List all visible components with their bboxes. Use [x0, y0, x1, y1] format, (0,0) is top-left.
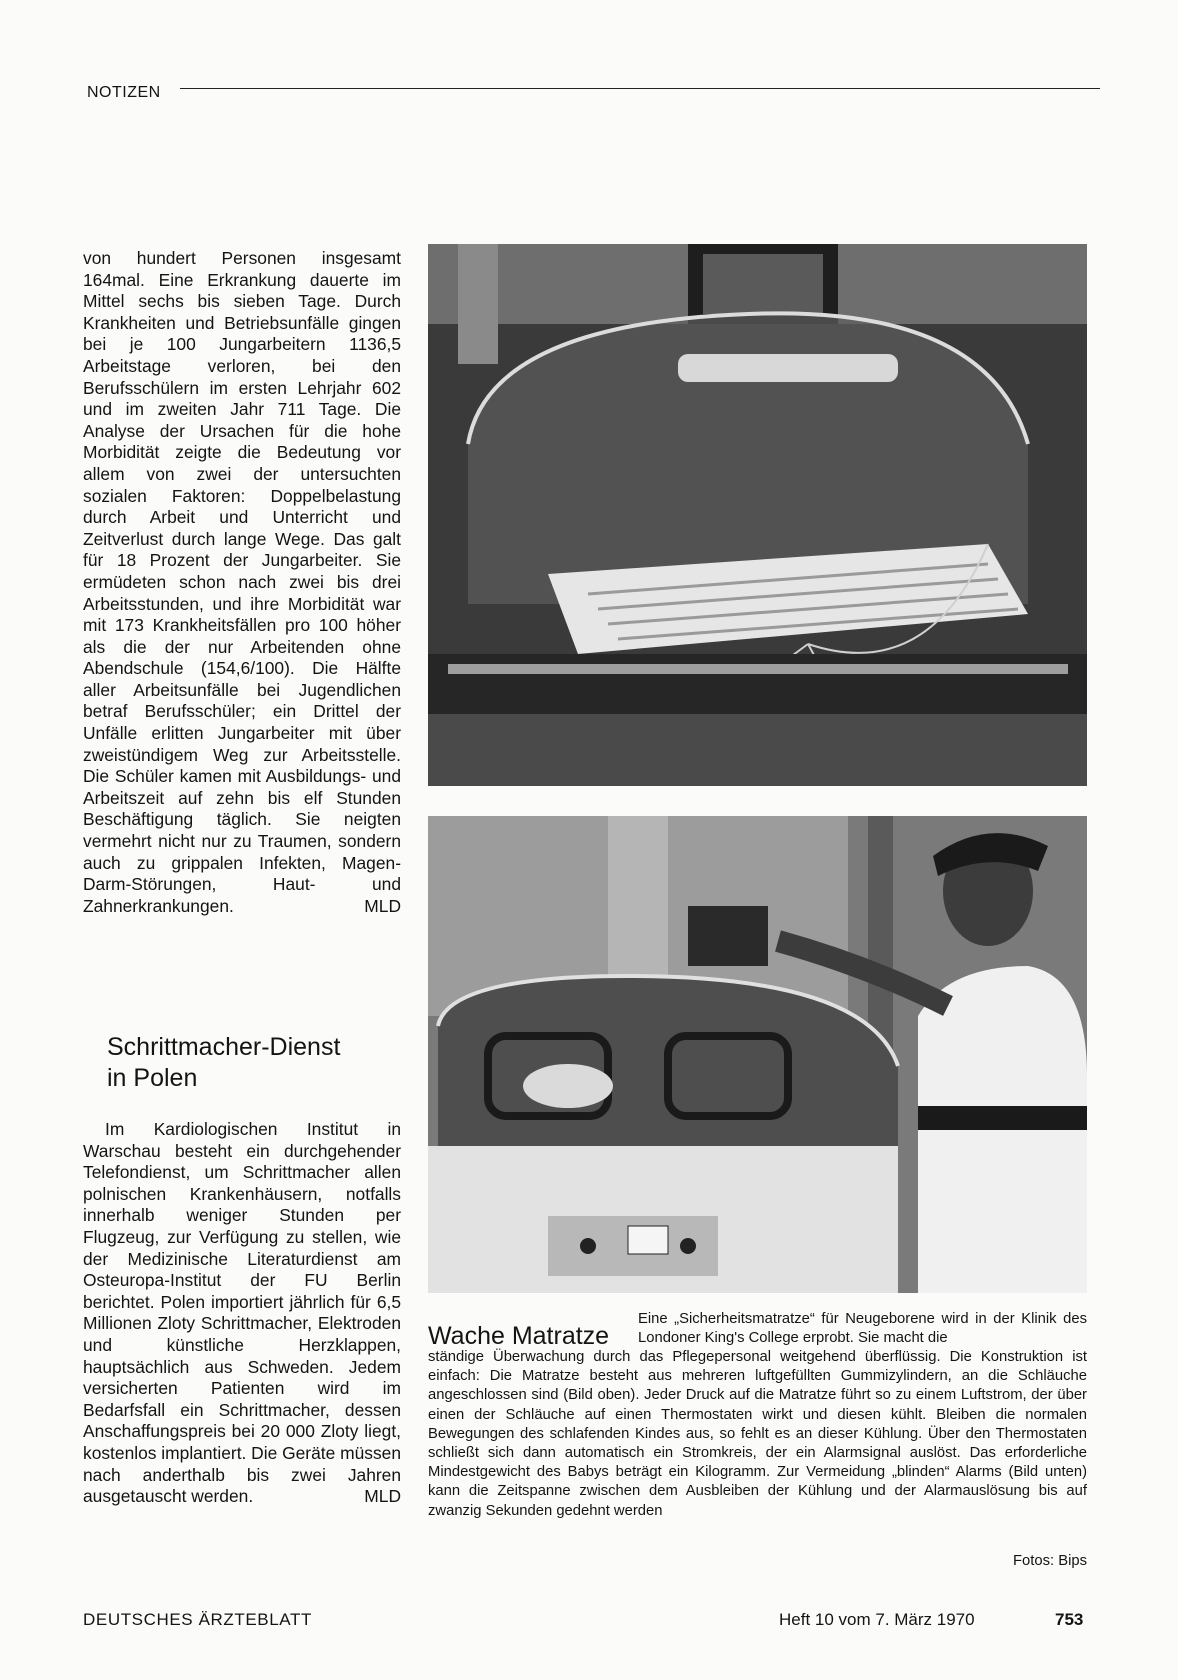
- journal-name: DEUTSCHES ÄRZTEBLATT: [83, 1610, 312, 1629]
- incubator-mattress-photo: [428, 244, 1087, 786]
- author-signoff: MLD: [364, 895, 401, 916]
- author-signoff: MLD: [364, 1486, 401, 1507]
- article-title-line: Schrittmacher-Dienst: [107, 1033, 341, 1061]
- article-pacemaker: [83, 1119, 401, 1508]
- header-rule: [180, 88, 1100, 89]
- article-title-line: in Polen: [107, 1064, 198, 1092]
- caption-heading: Wache Matratze: [428, 1322, 610, 1350]
- article-continuation: [83, 248, 401, 917]
- article-body: [83, 248, 401, 917]
- article-body: [83, 1119, 401, 1508]
- page-number: 753: [1055, 1610, 1084, 1629]
- nurse-incubator-photo: [428, 816, 1087, 1293]
- article-title: [107, 1032, 407, 1094]
- article-text: Im Kardiologischen Institut in Warschau besteht ein durchgehender Telefondienst, um Schrittmacher allen polnischen Krankenhäusern, notfalls innerhalb weniger Stunden per Flugzeug, zur Verfügung zu stellen, wie der Medizinische Literaturdienst am Osteuropa-Institut der FU Berlin berichtet. Polen importiert jährlich für 6,5 Millionen Zloty Schrittmacher, Elektroden und künstliche Herzklappen, hauptsächlich aus Schweden. Jedem versicherten Patienten wird im Bedarfsfall ein Schrittmacher, dessen Anschaffungspreis bei 20 000 Zloty liegt, kostenlos implantiert. Die Geräte müssen nach anderthalb bis zwei Jahren ausgetauscht werden.: [83, 1119, 401, 1507]
- issue-info: Heft 10 vom 7. März 1970: [779, 1610, 975, 1629]
- caption-text: ständige Überwachung durch das Pflegepersonal weitgehend überflüssig. Die Konstruktion ist einfach: Die Matratze besteht aus mehreren luftgefüllten Gummizylindern, an die Schläuche angeschlossen sind (Bild oben). Jeder Druck auf die Matratze führt so zu einem Luftstrom, der über einen der Schläuche auf einen Thermostaten wirkt und diesen kühlt. Bleiben die normalen Bewegungen des schlafenden Kindes aus, so fehlt es an dieser Kühlung. Über den Thermostaten schließt sich dann automatisch ein Stromkreis, der ein Alarmsignal auslöst. Das erforderliche Mindestgewicht des Babys beträgt ein Kilogramm. Zur Vermeidung „blinden“ Alarms (Bild unten) kann die Zeitspanne zwischen dem Ausbleiben der Kühlung und der Alarmauslösung bis auf zwanzig Sekunden gedehnt werden: [428, 1349, 1087, 1519]
- section-header: NOTIZEN: [87, 84, 161, 101]
- photo-credit: Fotos: Bips: [1012, 1553, 1087, 1569]
- article-text: von hundert Personen insgesamt 164mal. Eine Erkrankung dauerte im Mittel sechs bis sieben Tage. Durch Krankheiten und Betriebsunfälle gingen bei je 100 Jungarbeitern 1136,5 Arbeitstage verloren, bei den Berufsschülern im ersten Lehrjahr 602 und im zweiten Jahr 711 Tage. Die Analyse der Ursachen für die hohe Morbidität zeigte die Bedeutung vor allem von zwei der untersuchten sozialen Faktoren: Doppelbelastung durch Arbeit und Unterricht und Zeitverlust durch lange Wege. Das galt für 18 Prozent der Jungarbeiter. Sie ermüdeten schon nach zwei bis drei Arbeitsstunden, und ihre Morbidität war mit 173 Krankheitsfällen pro 100 höher als die der nur Arbeitenden ohne Abendschule (154,6/100). Die Hälfte aller Arbeitsunfälle bei Jugendlichen betraf Berufsschüler; ein Drittel der Unfälle erlitten Jungarbeiter mit über zweistündigem Weg zur Arbeitsstelle. Die Schüler kamen mit Ausbildungs- und Arbeitszeit auf zehn bis elf Stunden Beschäftigung täglich. Sie neigten vermehrt nicht nur zu Traumen, sondern auch zu grippalen Infekten, Magen-Darm-Störungen, Haut- und Zahnerkrankungen.: [83, 248, 401, 916]
- caption-text: Eine „Sicherheitsmatratze“ für Neugeborene wird in der Klinik des Londoner King's College erprobt. Sie macht die: [638, 1311, 1087, 1347]
